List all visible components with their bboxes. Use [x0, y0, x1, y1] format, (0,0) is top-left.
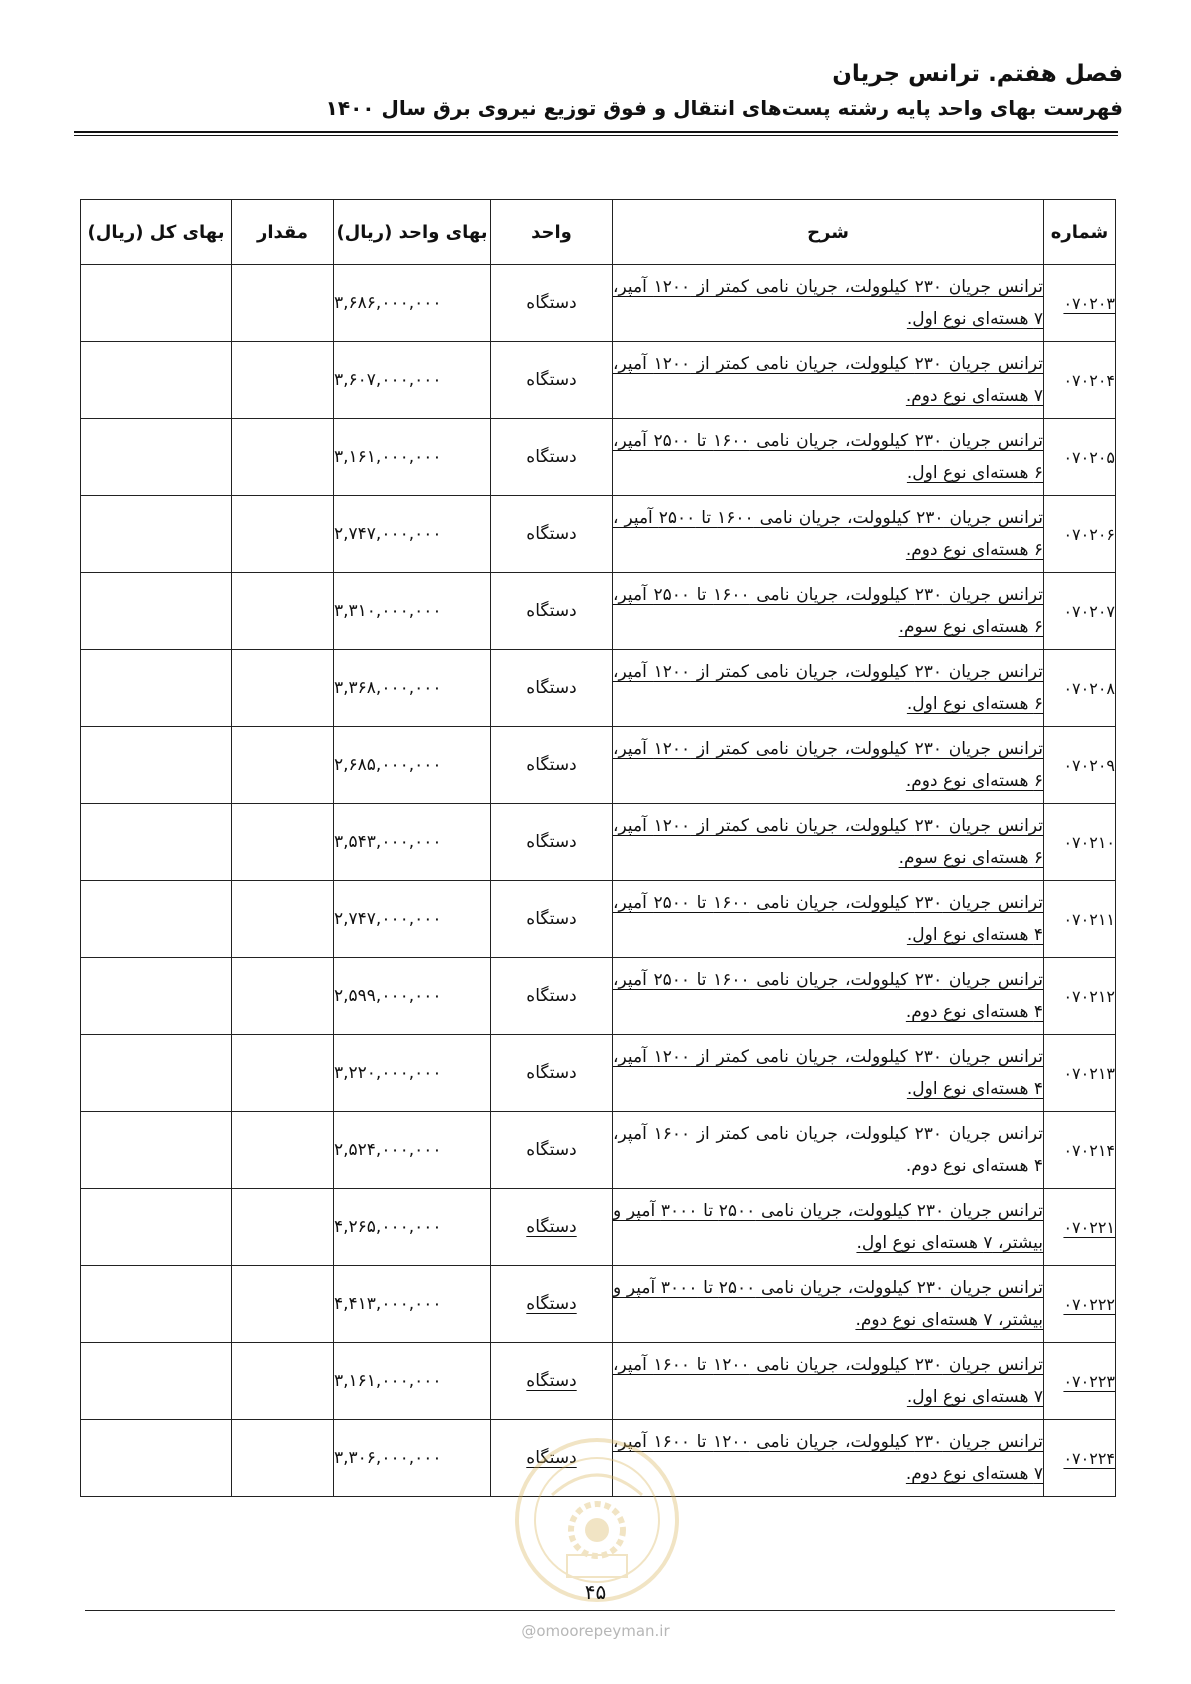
item-quantity: [232, 727, 334, 804]
item-total-price: [81, 1035, 232, 1112]
header-number: شماره: [1044, 200, 1116, 265]
item-description: ترانس جریان ۲۳۰ کیلوولت، جریان نامی کمتر از ۱۲۰۰ آمپر، ۴ هسته‌ای نوع اول.: [613, 1035, 1044, 1112]
item-unit-price: ۲,۶۸۵,۰۰۰,۰۰۰: [334, 727, 491, 804]
item-quantity: [232, 1420, 334, 1497]
document-subtitle: فهرست بهای واحد پایه رشته پست‌های انتقال و فوق توزیع نیروی برق سال ۱۴۰۰: [325, 96, 1123, 120]
item-number: ۰۷۰۲۰۵: [1044, 419, 1116, 496]
item-description: ترانس جریان ۲۳۰ کیلوولت، جریان نامی ۲۵۰۰ تا ۳۰۰۰ آمپر و بیشتر، ۷ هسته‌ای نوع دوم.: [613, 1266, 1044, 1343]
item-number: ۰۷۰۲۲۲: [1044, 1266, 1116, 1343]
item-number: ۰۷۰۲۰۹: [1044, 727, 1116, 804]
item-quantity: [232, 650, 334, 727]
item-unit: دستگاه: [491, 1112, 613, 1189]
item-total-price: [81, 1112, 232, 1189]
item-quantity: [232, 1266, 334, 1343]
item-unit: دستگاه: [491, 881, 613, 958]
item-description: ترانس جریان ۲۳۰ کیلوولت، جریان نامی ۱۶۰۰ تا ۲۵۰۰ آمپر ، ۶ هسته‌ای نوع دوم.: [613, 496, 1044, 573]
item-total-price: [81, 419, 232, 496]
header-unit-price: بهای واحد (ریال): [334, 200, 491, 265]
item-unit-price: ۲,۷۴۷,۰۰۰,۰۰۰: [334, 496, 491, 573]
table-row: [81, 804, 1116, 881]
item-unit: دستگاه: [491, 573, 613, 650]
header-rule-thick: [74, 131, 1118, 133]
item-number: ۰۷۰۲۲۱: [1044, 1189, 1116, 1266]
item-unit: دستگاه: [491, 958, 613, 1035]
table-row: [81, 265, 1116, 342]
item-description: ترانس جریان ۲۳۰ کیلوولت، جریان نامی کمتر از ۱۲۰۰ آمپر، ۶ هسته‌ای نوع اول.: [613, 650, 1044, 727]
item-unit: دستگاه: [491, 1420, 613, 1497]
item-unit-price: ۳,۳۱۰,۰۰۰,۰۰۰: [334, 573, 491, 650]
table-row: [81, 727, 1116, 804]
site-watermark: @omoorepeyman.ir: [521, 1622, 670, 1640]
table-row: [81, 1266, 1116, 1343]
item-unit: دستگاه: [491, 1189, 613, 1266]
table-header-row: [81, 200, 1116, 265]
header-total-price: بهای کل (ریال): [81, 200, 232, 265]
item-unit-price: ۳,۱۶۱,۰۰۰,۰۰۰: [334, 419, 491, 496]
item-number: ۰۷۰۲۱۱: [1044, 881, 1116, 958]
item-total-price: [81, 496, 232, 573]
header-unit: واحد: [491, 200, 613, 265]
item-unit-price: ۳,۳۶۸,۰۰۰,۰۰۰: [334, 650, 491, 727]
table-row: [81, 958, 1116, 1035]
item-description: ترانس جریان ۲۳۰ کیلوولت، جریان نامی ۱۶۰۰ تا ۲۵۰۰ آمپر، ۴ هسته‌ای نوع اول.: [613, 881, 1044, 958]
item-number: ۰۷۰۲۲۳: [1044, 1343, 1116, 1420]
item-number: ۰۷۰۲۱۰: [1044, 804, 1116, 881]
item-number: ۰۷۰۲۰۸: [1044, 650, 1116, 727]
item-unit: دستگاه: [491, 650, 613, 727]
item-description: ترانس جریان ۲۳۰ کیلوولت، جریان نامی کمتر از ۱۲۰۰ آمپر، ۶ هسته‌ای نوع سوم.: [613, 804, 1044, 881]
item-description: ترانس جریان ۲۳۰ کیلوولت، جریان نامی ۱۲۰۰ تا ۱۶۰۰ آمپر، ۷ هسته‌ای نوع اول.: [613, 1343, 1044, 1420]
item-number: ۰۷۰۲۱۴: [1044, 1112, 1116, 1189]
item-description: ترانس جریان ۲۳۰ کیلوولت، جریان نامی ۱۲۰۰ تا ۱۶۰۰ آمپر، ۷ هسته‌ای نوع دوم.: [613, 1420, 1044, 1497]
item-unit: دستگاه: [491, 727, 613, 804]
item-number: ۰۷۰۲۱۲: [1044, 958, 1116, 1035]
item-total-price: [81, 650, 232, 727]
header-rule-thin: [74, 135, 1118, 136]
table-row: [81, 650, 1116, 727]
table-row: [81, 1112, 1116, 1189]
item-description: ترانس جریان ۲۳۰ کیلوولت، جریان نامی ۱۶۰۰ تا ۲۵۰۰ آمپر، ۶ هسته‌ای نوع اول.: [613, 419, 1044, 496]
table-row: [81, 496, 1116, 573]
item-number: ۰۷۰۲۰۷: [1044, 573, 1116, 650]
table-row: [81, 573, 1116, 650]
item-quantity: [232, 265, 334, 342]
item-total-price: [81, 881, 232, 958]
item-total-price: [81, 804, 232, 881]
item-unit-price: ۳,۱۶۱,۰۰۰,۰۰۰: [334, 1343, 491, 1420]
item-quantity: [232, 573, 334, 650]
price-table: [80, 199, 1116, 1497]
table-row: [81, 1343, 1116, 1420]
item-total-price: [81, 1189, 232, 1266]
item-total-price: [81, 1266, 232, 1343]
item-quantity: [232, 958, 334, 1035]
item-unit-price: ۳,۶۰۷,۰۰۰,۰۰۰: [334, 342, 491, 419]
item-total-price: [81, 1343, 232, 1420]
item-unit: دستگاه: [491, 342, 613, 419]
item-number: ۰۷۰۲۱۳: [1044, 1035, 1116, 1112]
item-unit: دستگاه: [491, 1343, 613, 1420]
table-row: [81, 342, 1116, 419]
item-description: ترانس جریان ۲۳۰ کیلوولت، جریان نامی کمتر از ۱۶۰۰ آمپر، ۴ هسته‌ای نوع دوم.: [613, 1112, 1044, 1189]
page-header: [70, 54, 1123, 122]
item-unit: دستگاه: [491, 804, 613, 881]
item-description: ترانس جریان ۲۳۰ کیلوولت، جریان نامی ۲۵۰۰ تا ۳۰۰۰ آمپر و بیشتر، ۷ هسته‌ای نوع اول.: [613, 1189, 1044, 1266]
item-total-price: [81, 342, 232, 419]
item-number: ۰۷۰۲۰۳: [1044, 265, 1116, 342]
item-quantity: [232, 1112, 334, 1189]
item-quantity: [232, 1343, 334, 1420]
item-quantity: [232, 881, 334, 958]
item-unit-price: ۳,۵۴۳,۰۰۰,۰۰۰: [334, 804, 491, 881]
item-description: ترانس جریان ۲۳۰ کیلوولت، جریان نامی کمتر از ۱۲۰۰ آمپر، ۷ هسته‌ای نوع اول.: [613, 265, 1044, 342]
item-unit-price: ۲,۵۲۴,۰۰۰,۰۰۰: [334, 1112, 491, 1189]
table-row: [81, 881, 1116, 958]
item-description: ترانس جریان ۲۳۰ کیلوولت، جریان نامی ۱۶۰۰ تا ۲۵۰۰ آمپر، ۴ هسته‌ای نوع دوم.: [613, 958, 1044, 1035]
item-total-price: [81, 265, 232, 342]
item-total-price: [81, 958, 232, 1035]
item-unit: دستگاه: [491, 1035, 613, 1112]
item-quantity: [232, 419, 334, 496]
item-unit-price: ۴,۲۶۵,۰۰۰,۰۰۰: [334, 1189, 491, 1266]
item-quantity: [232, 496, 334, 573]
item-quantity: [232, 1035, 334, 1112]
item-unit: دستگاه: [491, 496, 613, 573]
item-description: ترانس جریان ۲۳۰ کیلوولت، جریان نامی ۱۶۰۰ تا ۲۵۰۰ آمپر، ۶ هسته‌ای نوع سوم.: [613, 573, 1044, 650]
item-total-price: [81, 1420, 232, 1497]
item-unit: دستگاه: [491, 419, 613, 496]
item-unit: دستگاه: [491, 1266, 613, 1343]
item-quantity: [232, 342, 334, 419]
page-number: ۴۵: [584, 1580, 607, 1604]
item-number: ۰۷۰۲۰۴: [1044, 342, 1116, 419]
chapter-title: فصل هفتم. ترانس جریان: [832, 61, 1123, 87]
item-unit-price: ۳,۳۰۶,۰۰۰,۰۰۰: [334, 1420, 491, 1497]
item-description: ترانس جریان ۲۳۰ کیلوولت، جریان نامی کمتر از ۱۲۰۰ آمپر، ۷ هسته‌ای نوع دوم.: [613, 342, 1044, 419]
table-row: [81, 1035, 1116, 1112]
item-unit-price: ۲,۷۴۷,۰۰۰,۰۰۰: [334, 881, 491, 958]
item-number: ۰۷۰۲۰۶: [1044, 496, 1116, 573]
item-quantity: [232, 804, 334, 881]
item-number: ۰۷۰۲۲۴: [1044, 1420, 1116, 1497]
item-unit-price: ۲,۵۹۹,۰۰۰,۰۰۰: [334, 958, 491, 1035]
item-unit-price: ۳,۶۸۶,۰۰۰,۰۰۰: [334, 265, 491, 342]
table-row: [81, 419, 1116, 496]
item-total-price: [81, 573, 232, 650]
header-quantity: مقدار: [232, 200, 334, 265]
item-unit-price: ۳,۲۲۰,۰۰۰,۰۰۰: [334, 1035, 491, 1112]
table-row: [81, 1189, 1116, 1266]
item-quantity: [232, 1189, 334, 1266]
item-total-price: [81, 727, 232, 804]
item-unit: دستگاه: [491, 265, 613, 342]
item-description: ترانس جریان ۲۳۰ کیلوولت، جریان نامی کمتر از ۱۲۰۰ آمپر، ۶ هسته‌ای نوع دوم.: [613, 727, 1044, 804]
item-unit-price: ۴,۴۱۳,۰۰۰,۰۰۰: [334, 1266, 491, 1343]
footer-rule: [85, 1610, 1115, 1611]
header-description: شرح: [613, 200, 1044, 265]
